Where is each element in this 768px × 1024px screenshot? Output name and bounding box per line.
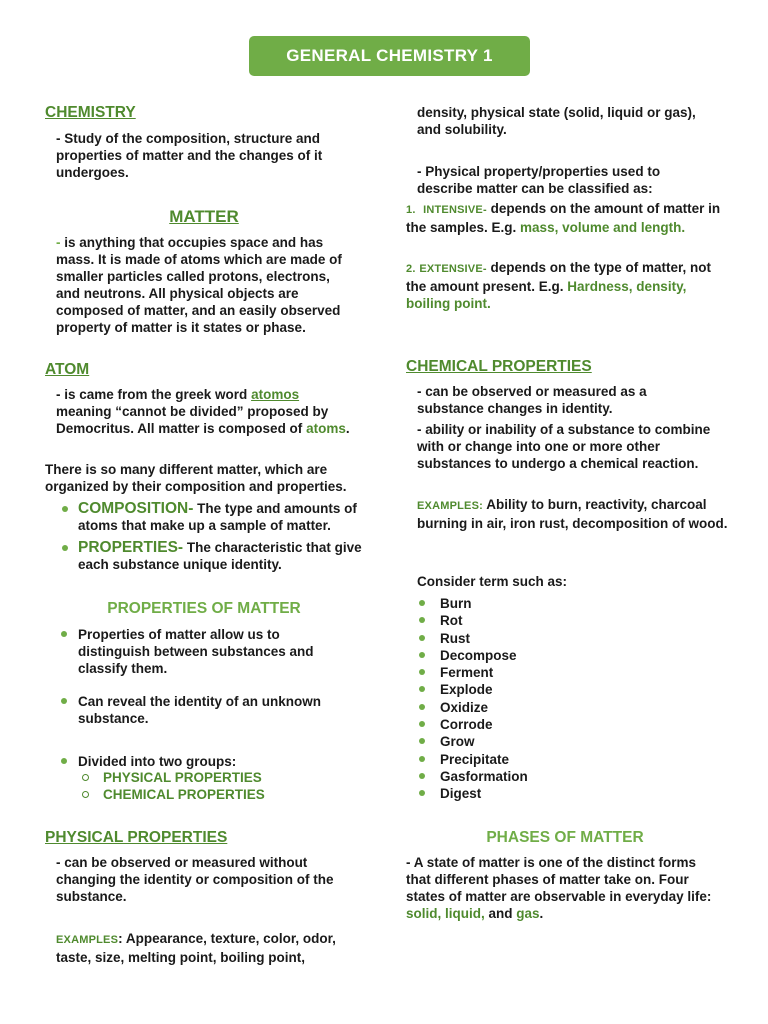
composition-term: COMPOSITION- [78, 500, 194, 517]
atom-heading: ATOM [45, 361, 90, 378]
chemistry-definition: Study of the composition, structure and properties of matter and the changes of it undergoes. [56, 131, 323, 180]
intensive-eg: mass, volume and length. [520, 220, 686, 235]
bullet-icon [61, 631, 67, 637]
phases-body: - A state of matter is one of the distinct forms that different phases of matter take on. Four states of matter are observable in everyday life: [406, 855, 712, 904]
term-label: Digest [440, 786, 482, 802]
atomos-link[interactable]: atomos [251, 387, 300, 402]
matter-definition: is anything that occupies space and has mass. It is made of atoms which are made of smaller particles called protons, electrons, and neutrons. All physical objects are composed of matter, and an easily observed property of matter is it states or phase. [56, 235, 342, 335]
chemical-examples-text: Ability to burn, reactivity, charcoal burning in air, iron rust, decomposition of wood. [417, 497, 728, 531]
properties-text: The characteristic that give each substance unique identity. [78, 540, 362, 572]
bullet-icon [419, 704, 425, 710]
phases-period: . [539, 906, 544, 921]
bullet-icon [61, 758, 67, 764]
organized-text: There is so many different matter, which are organized by their composition and properties. [45, 462, 347, 494]
physical-continued: density, physical state (solid, liquid or gas), and solubility. [417, 105, 696, 137]
intensive-label: INTENSIVE- [423, 204, 487, 216]
physical-properties-text: - can be observed or measured without changing the identity or composition of the substance. [56, 855, 334, 904]
atom-text [56, 386, 356, 437]
term-label: Precipitate [440, 751, 510, 767]
intensive-text: depends on the amount of matter in the samples. E.g. [406, 201, 721, 235]
term-label: Rot [440, 613, 463, 629]
bullet-icon [419, 617, 425, 623]
term-label: Decompose [440, 647, 517, 663]
term-label: Gasformation [440, 768, 528, 784]
chemical-text-1: - can be observed or measured as a substance changes in identity. [417, 384, 647, 416]
bullet-icon [419, 686, 425, 692]
properties-term: PROPERTIES- [78, 539, 184, 556]
physical-examples-text: : Appearance, texture, color, odor, taste, size, melting point, boiling point, [56, 931, 336, 965]
extensive-label: EXTENSIVE- [419, 263, 487, 275]
matter-heading: MATTER [169, 207, 239, 226]
physical-examples-label: EXAMPLES [56, 934, 119, 946]
extensive-num: 2. [406, 263, 416, 275]
bullet-icon [62, 506, 68, 512]
properties-item [78, 539, 363, 573]
intensive-num: 1. [406, 204, 416, 216]
chemical-properties-heading: CHEMICAL PROPERTIES [406, 358, 592, 375]
atom-period: . [345, 421, 350, 436]
bullet-icon [61, 698, 67, 704]
chemistry-heading: CHEMISTRY [45, 104, 136, 121]
extensive-eg: Hardness, density, boiling point. [406, 279, 687, 311]
term-label: Corrode [440, 717, 493, 733]
bullet-icon [419, 635, 425, 641]
phase-solid: solid, [406, 906, 442, 921]
circle-bullet-icon [82, 774, 89, 781]
bullet-icon [419, 773, 425, 779]
pom-item-2: Can reveal the identity of an unknown substance. [78, 694, 322, 726]
chemical-examples-label: EXAMPLES: [417, 500, 483, 512]
bullet-icon [62, 545, 68, 551]
term-label: Oxidize [440, 699, 489, 715]
extensive-text: depends on the type of matter, not the amount present. E.g. [406, 260, 712, 294]
composition-item [78, 500, 363, 534]
phases-heading: PHASES OF MATTER [486, 829, 644, 846]
physical-examples [56, 930, 356, 966]
bullet-icon [419, 738, 425, 744]
pom-sub-1: PHYSICAL PROPERTIES [103, 770, 262, 785]
bullet-icon [419, 600, 425, 606]
classified-text: - Physical property/properties used to describe matter can be classified as: [417, 164, 661, 196]
pom-sub-2: CHEMICAL PROPERTIES [103, 787, 265, 802]
phases-and: and [484, 906, 517, 921]
pom-item-3: Divided into two groups: [78, 754, 237, 769]
bullet-icon [419, 652, 425, 658]
intensive-item [406, 200, 726, 236]
chemical-examples [417, 496, 732, 532]
properties-of-matter-heading: PROPERTIES OF MATTER [107, 600, 301, 617]
consider-text: Consider term such as: [417, 574, 568, 589]
chemical-text-2: - ability or inability of a substance to combine with or change into one or more other substances to undergo a chemical reaction. [417, 422, 711, 471]
term-label: Ferment [440, 665, 494, 681]
term-label: Burn [440, 596, 472, 611]
term-label: Rust [440, 630, 470, 646]
atom-text-a: - is came from the greek word [56, 387, 252, 402]
term-label: Explode [440, 682, 493, 698]
matter-text: - is anything that occupies space and has mass. It is made of atoms which are made of smaller particles called protons, electrons, and neutrons. All physical objects are composed of matter, and an easily observed property of matter is it states or phase. [56, 235, 342, 335]
chemistry-text: - Study of the composition, structure and properties of matter and the changes of it undergoes. [56, 131, 323, 180]
title-banner: GENERAL CHEMISTRY 1 [249, 36, 530, 76]
phases-text [406, 854, 724, 922]
bullet-icon [419, 721, 425, 727]
term-label: Grow [440, 734, 475, 750]
circle-bullet-icon [82, 791, 89, 798]
physical-properties-heading: PHYSICAL PROPERTIES [45, 829, 228, 846]
bullet-icon [419, 756, 425, 762]
bullet-icon [419, 790, 425, 796]
composition-text: The type and amounts of atoms that make up a sample of matter. [78, 501, 357, 533]
bullet-icon [419, 669, 425, 675]
pom-item-1: Properties of matter allow us to distinguish between substances and classify them. [78, 627, 314, 676]
phase-liquid: liquid, [441, 906, 485, 921]
phase-gas: gas [516, 906, 540, 921]
atoms-word: atoms [306, 421, 346, 436]
extensive-item [406, 259, 726, 312]
atom-text-b: meaning “cannot be divided” proposed by Democritus. All matter is composed of [56, 404, 329, 436]
